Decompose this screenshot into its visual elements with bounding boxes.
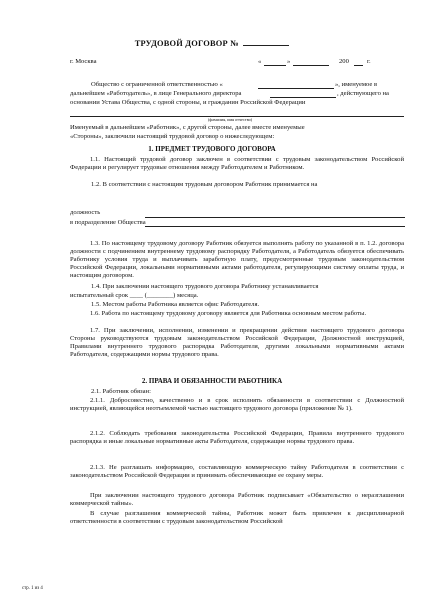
intro-line-4: Именуемый в дальнейшем «Работник», с другой стороны, далее вместе именуемые (70, 124, 305, 131)
section-1-heading: 1. ПРЕДМЕТ ТРУДОВОГО ДОГОВОРА (148, 145, 276, 153)
position-blank[interactable] (145, 217, 405, 218)
paragraph-1-3: 1.3. По настоящему трудовому договору Работник обязуется выполнять работу по указанной в п. 1.2. договора должности с подчинением внутреннему трудовому распорядку Работодателя, а Работодатель обязуется обеспечивать Работнику условия труда и выплачивать заработную плату, предусмотренные трудовым законодательством Российской Федерации, локальными нормативными актами работодателя, регулирующими систему оплаты труда, и настоящим договором. (70, 240, 404, 280)
paragraph-1-6: 1.6. Работа по настоящему трудовому договору является для Работника основным местом работы. (90, 310, 367, 317)
paragraph-1-7: 1.7. При заключении, исполнении, изменении и прекращении действия настоящего трудового договора Стороны руководствуются трудовым законодательством Российской Федерации, Должностной инструкцией, Правилами внутреннего трудового распорядка Работодателя, другими локальными нормативными актами Работодателя, содержащими нормы трудового права. (70, 327, 404, 359)
employee-name-caption: (фамилия, имя отчество) (208, 117, 253, 122)
intro-line-1: Общество с ограниченной ответственностью « (91, 81, 223, 88)
date-month-blank[interactable] (293, 65, 329, 66)
paragraph-1-1: 1.1. Настоящий трудовой договор заключен в соответствии с трудовым законодательством Российской Федерации и регулирует трудовые отношения между Работодателем и Работником. (70, 156, 404, 172)
paragraph-2-1-3: 2.1.3. Не разглашать информацию, составляющую коммерческую тайну Работодателя в соответствии с законодательством Российской Федерации и принимать обеспечивающие ее охрану меры. (70, 464, 404, 480)
probation-period: испытательный срок ____ (________) месяца. (70, 292, 199, 299)
paragraph-1-4: 1.4. При заключении настоящего трудового договора Работнику устанавливается (91, 283, 319, 290)
intro-line-1-end: », именуемое в (335, 81, 378, 88)
company-name-blank[interactable] (258, 88, 334, 89)
date-suffix: г. (367, 58, 371, 65)
date-day-open: « (258, 58, 262, 65)
paragraph-disclosure: В случае разглашения коммерческой тайны, Работник может быть привлечен к дисциплинарной ответственности в соответствии с трудовым законодательством Российской (70, 510, 404, 526)
position-label: должность (70, 209, 101, 216)
intro-line-2: дальнейшем «Работодатель», в лице Генерального директора (70, 90, 242, 97)
section-2-heading: 2. ПРАВА И ОБЯЗАННОСТИ РАБОТНИКА (141, 377, 283, 385)
intro-line-5: «Стороны», заключили настоящий трудовой договор о нижеследующем: (70, 133, 275, 140)
city: г. Москва (70, 58, 97, 65)
paragraph-2-1-1: 2.1.1. Добросовестно, качественно и в срок исполнять обязанности в соответствии с Должностной инструкцией, являющейся неотъемлемой частью настоящего трудового договора (приложение № 1). (70, 397, 404, 413)
director-name-blank[interactable] (270, 97, 336, 98)
department-blank[interactable] (145, 226, 405, 227)
intro-line-3: основании Устава Общества, с одной стороны, и гражданин Российской Федерации (70, 99, 306, 106)
page-number: стр. 1 из 4 (22, 586, 43, 591)
paragraph-1-5: 1.5. Местом работы Работника является офис Работодателя. (91, 301, 260, 308)
date-day-blank[interactable] (264, 65, 286, 66)
date-year-blank[interactable] (354, 65, 363, 66)
intro-line-2-end: , действующего на (337, 90, 389, 97)
department-label: в подразделение Общества (70, 219, 146, 226)
paragraph-2-1: 2.1. Работник обязан: (91, 388, 151, 395)
paragraph-1-2: 1.2. В соответствии с настоящим трудовым договором Работник принимается на (91, 181, 318, 188)
date-day-close: » (287, 58, 291, 65)
date-year: 200 (339, 58, 349, 65)
paragraph-2-1-2: 2.1.2. Соблюдать требования законодательства Российской Федерации, Правила внутреннего трудового распорядка и иные локальные нормативные акты Работодателя, содержащие нормы трудового права. (70, 430, 404, 446)
paragraph-nda: При заключении настоящего трудового договора Работник подписывает «Обязательство о неразглашении коммерческой тайны». (70, 492, 404, 508)
document-title: ТРУДОВОЙ ДОГОВОР № (0, 39, 424, 48)
